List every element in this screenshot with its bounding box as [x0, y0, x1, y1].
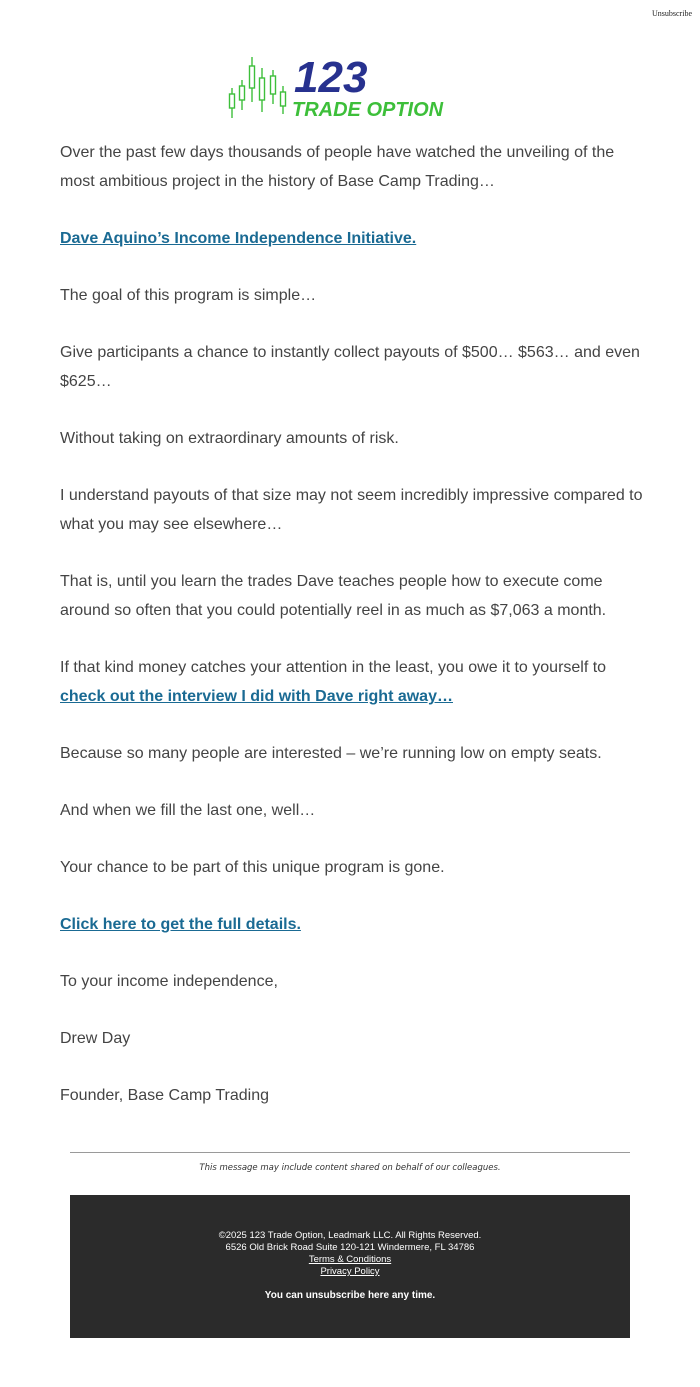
paragraph: Without taking on extraordinary amounts of risk.	[60, 430, 399, 447]
signature-name: Drew Day	[60, 1030, 131, 1047]
disclaimer: This message may include content shared on behalf of our colleagues.	[199, 1163, 501, 1173]
logo-number: 123	[294, 54, 368, 102]
unsubscribe-link[interactable]: Unsubscribe	[652, 9, 692, 18]
terms-link[interactable]: Terms & Conditions	[308, 1254, 392, 1265]
address: 6526 Old Brick Road Suite 120-121 Windermere, FL 34786	[225, 1242, 475, 1253]
paragraph: That is, until you learn the trades Dave teaches people how to execute come around so often that you could potentially reel in as much as $7,063 a month.	[60, 573, 607, 619]
footer	[70, 1195, 630, 1338]
paragraph-text: If that kind money catches your attention in the least, you owe it to yourself to	[60, 659, 607, 676]
interview-link[interactable]: check out the interview I did with Dave right away…	[60, 688, 453, 705]
paragraph: The goal of this program is simple…	[60, 287, 317, 304]
paragraph	[60, 910, 650, 939]
initiative-link[interactable]: Dave Aquino’s Income Independence Initiative.	[60, 230, 417, 247]
paragraph: Your chance to be part of this unique program is gone.	[60, 859, 445, 876]
paragraph: I understand payouts of that size may not seem incredibly impressive compared to what you may see elsewhere…	[60, 487, 643, 533]
paragraph: Because so many people are interested – we’re running low on empty seats.	[60, 745, 602, 762]
paragraph: Over the past few days thousands of people have watched the unveiling of the most ambitious project in the history of Base Camp Trading…	[60, 144, 615, 190]
privacy-link[interactable]: Privacy Policy	[320, 1266, 380, 1277]
logo-tagline: TRADE OPTION	[292, 99, 444, 121]
copyright: ©2025 123 Trade Option, Leadmark LLC. All Rights Reserved.	[218, 1230, 482, 1241]
paragraph: And when we fill the last one, well…	[60, 802, 316, 819]
footer-divider	[70, 1152, 630, 1153]
paragraph	[60, 653, 650, 711]
closing: To your income independence,	[60, 973, 278, 990]
unsubscribe-footer-link[interactable]: You can unsubscribe here any time.	[264, 1290, 436, 1301]
paragraph	[60, 224, 650, 253]
paragraph: Give participants a chance to instantly collect payouts of $500… $563… and even $625…	[60, 344, 640, 390]
email-body	[60, 138, 650, 1138]
brand-logo	[226, 54, 476, 124]
signature-title: Founder, Base Camp Trading	[60, 1087, 270, 1104]
candlestick-chart-icon	[226, 54, 476, 124]
full-details-link[interactable]: Click here to get the full details.	[60, 916, 301, 933]
